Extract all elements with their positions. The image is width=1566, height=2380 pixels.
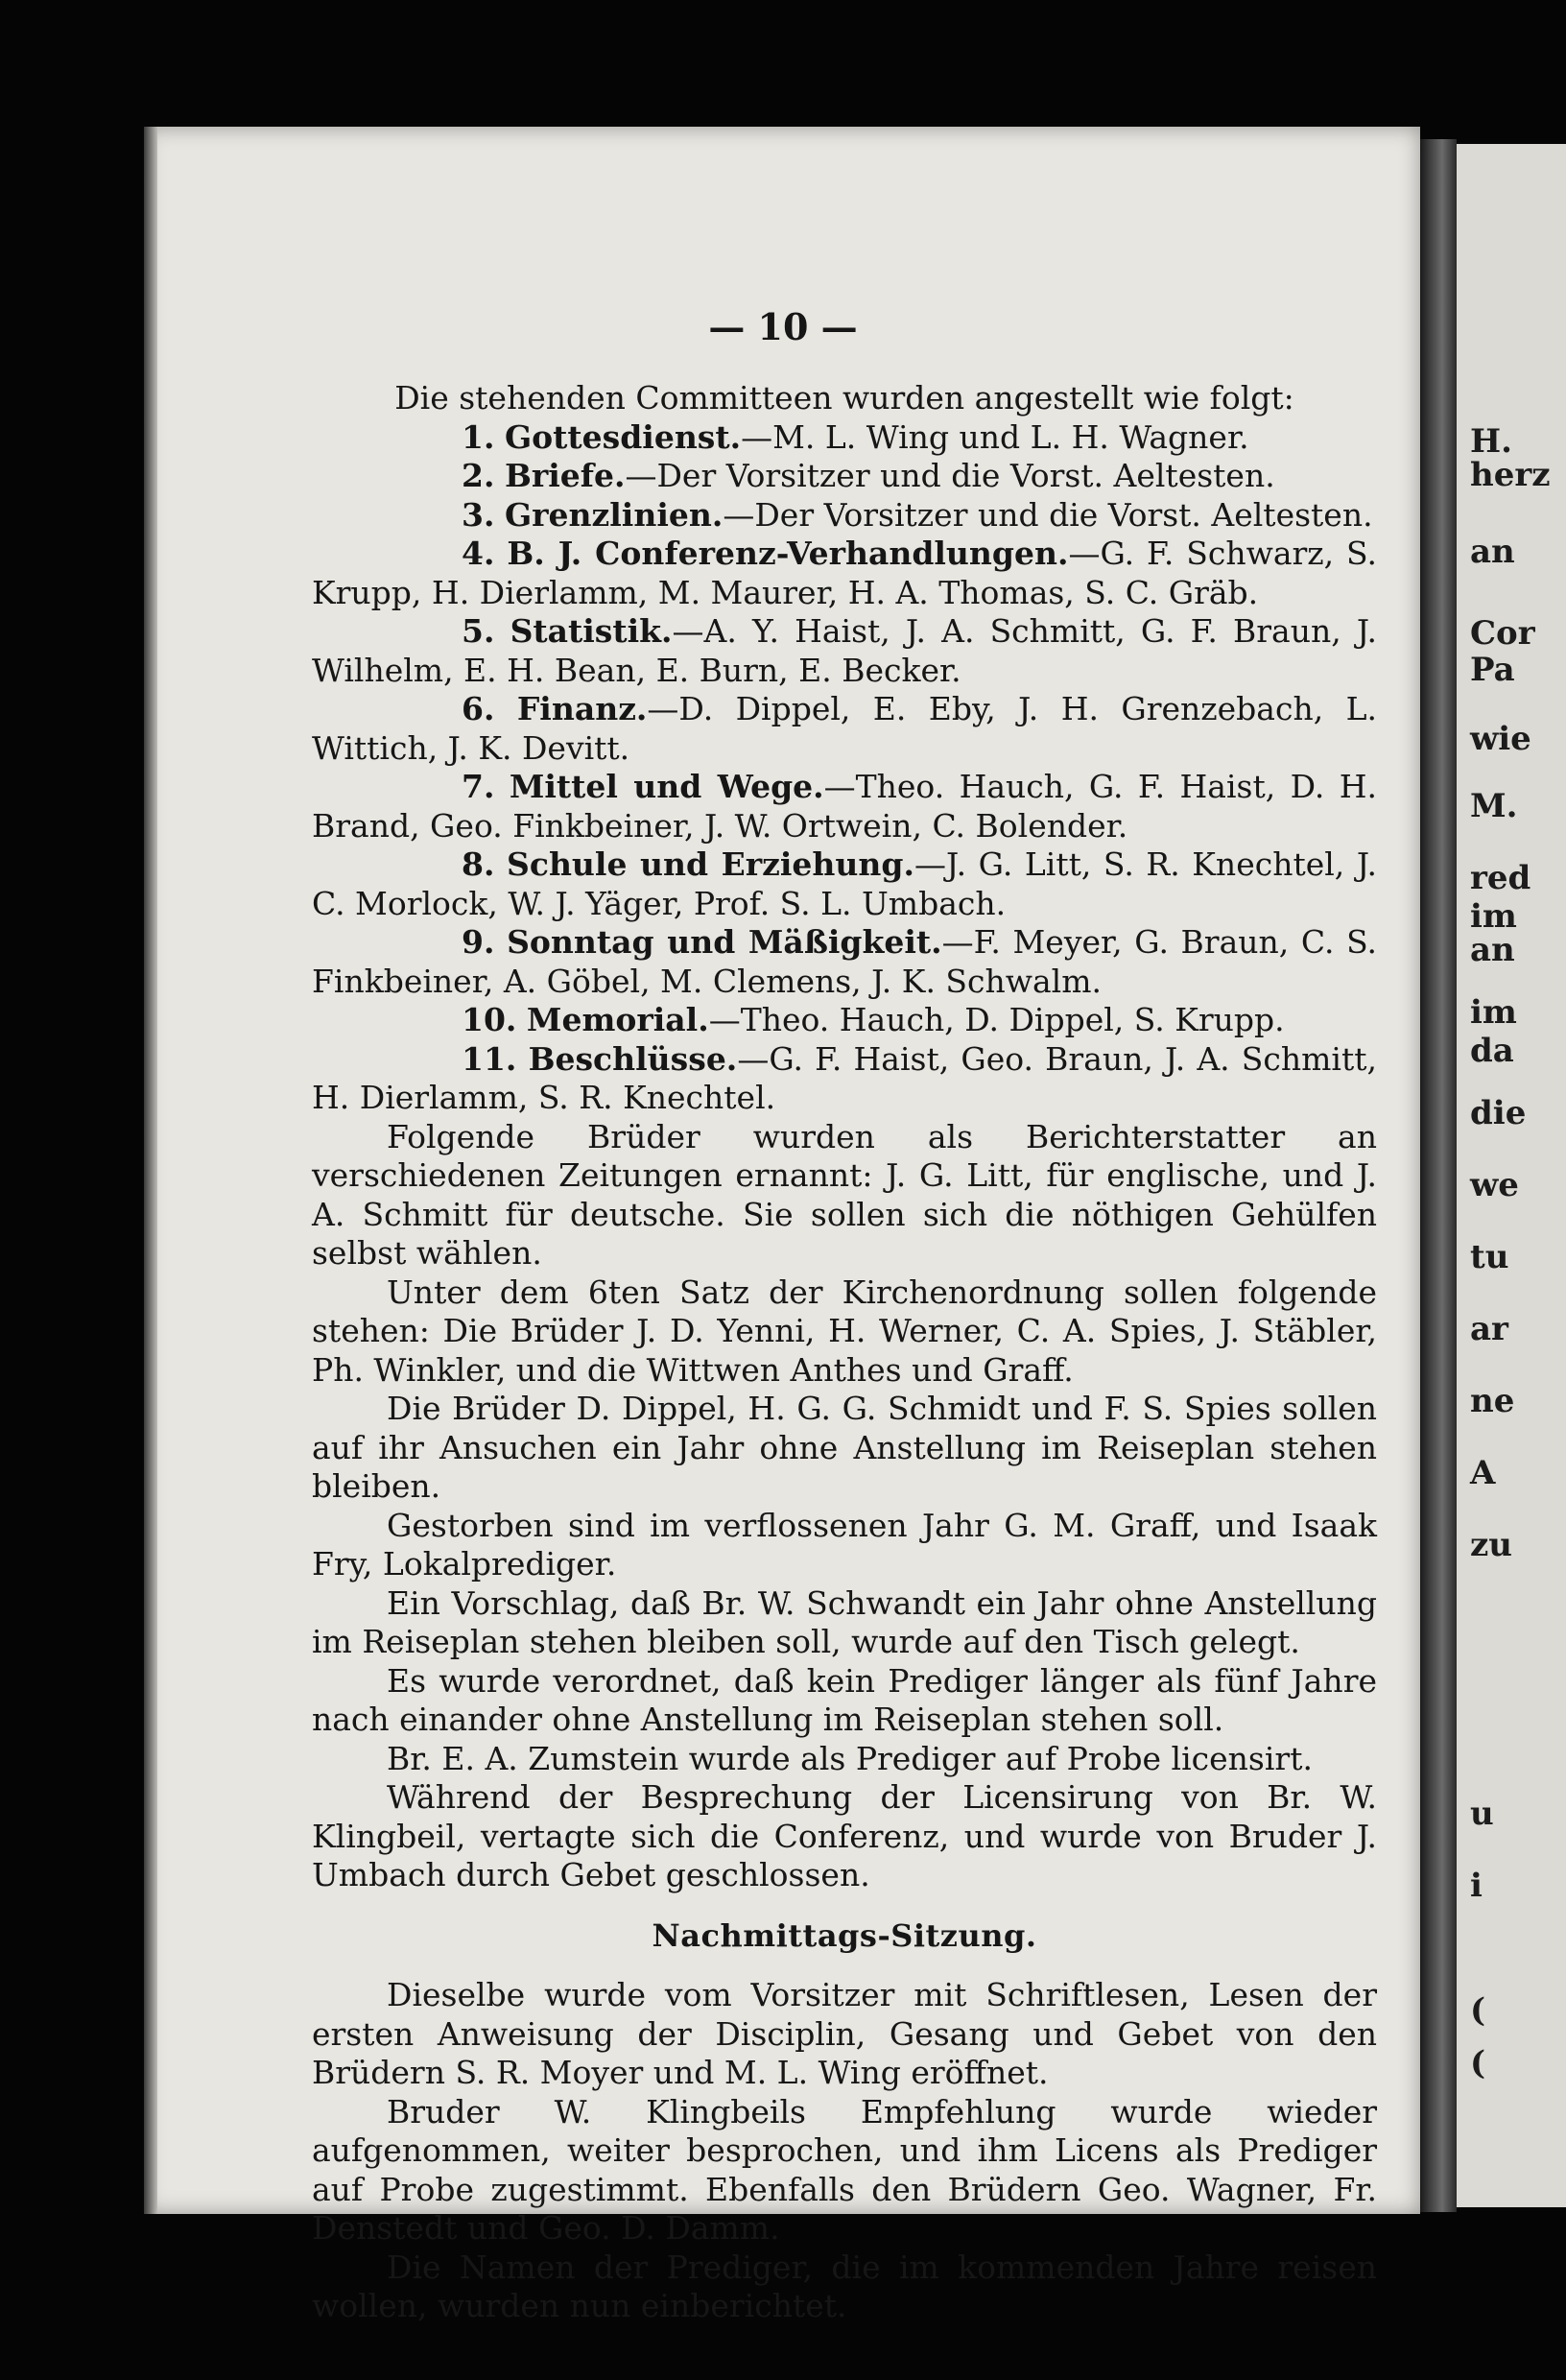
adjacent-page-edge bbox=[1457, 144, 1566, 2207]
committee-item: 7. Mittel und Wege.—Theo. Hauch, G. F. Haist, D. H. Brand, Geo. Finkbeiner, J. W. Ortwein, C. Bolender. bbox=[312, 768, 1377, 845]
edge-fragment: i bbox=[1470, 1867, 1483, 1905]
edge-fragment: H. bbox=[1470, 422, 1512, 461]
edge-fragment: da bbox=[1470, 1032, 1514, 1070]
edge-fragment: an bbox=[1470, 931, 1515, 969]
page-edge-shadow bbox=[144, 127, 157, 2214]
committee-list bbox=[312, 418, 1377, 1118]
page-text bbox=[312, 379, 1377, 2326]
paragraph: Die Namen der Prediger, die im kommenden Jahre reisen wollen, wurden nun einberichtet. bbox=[312, 2248, 1377, 2324]
committee-item: 11. Beschlüsse.—G. F. Haist, Geo. Braun, J. A. Schmitt, H. Dierlamm, S. R. Knechtel. bbox=[312, 1039, 1377, 1116]
afternoon-paragraphs bbox=[312, 1976, 1377, 2326]
page-number: — 10 — bbox=[708, 305, 858, 348]
paragraph: Gestorben sind im verflossenen Jahr G. M. Graff, und Isaak Fry, Lokalprediger. bbox=[312, 1506, 1377, 1583]
edge-fragment: im bbox=[1470, 897, 1517, 936]
edge-fragment: tu bbox=[1470, 1238, 1509, 1276]
edge-fragment: M. bbox=[1470, 787, 1518, 825]
edge-fragment: Cor bbox=[1470, 614, 1535, 653]
committee-item: 1. Gottesdienst.—M. L. Wing und L. H. Wagner. bbox=[462, 417, 1249, 456]
paragraph: Die Brüder D. Dippel, H. G. G. Schmidt und F. S. Spies sollen auf ihr Ansuchen ein Jahr ohne Anstellung im Reiseplan stehen bleiben. bbox=[312, 1390, 1377, 1505]
edge-fragment: herz bbox=[1470, 456, 1551, 494]
paragraph: Bruder W. Klingbeils Empfehlung wurde wieder aufgenommen, weiter besprochen, und ihm Licens als Prediger auf Probe zugestimmt. Ebenfalls den Brüdern Geo. Wagner, Fr. Denstedt und Geo. D. Damm. bbox=[312, 2092, 1377, 2247]
committee-item: 2. Briefe.—Der Vorsitzer und die Vorst. Aeltesten. bbox=[462, 457, 1275, 494]
paragraph: Unter dem 6ten Satz der Kirchenordnung sollen folgende stehen: Die Brüder J. D. Yenni, H. Werner, C. A. Spies, J. Stäbler, Ph. Winkler, und die Wittwen Anthes und Graff. bbox=[312, 1273, 1377, 1389]
committee-item: 4. B. J. Conferenz-Verhandlungen.—G. F. Schwarz, S. Krupp, H. Dierlamm, M. Maurer, H. A. Thomas, S. C. Gräb. bbox=[312, 535, 1377, 611]
paragraph: Dieselbe wurde vom Vorsitzer mit Schriftlesen, Lesen der ersten Anweisung der Disciplin, Gesang und Gebet von den Brüdern S. R. Moyer und M. L. Wing eröffnet. bbox=[312, 1976, 1377, 2091]
edge-fragment: u bbox=[1470, 1795, 1494, 1833]
edge-fragment: wie bbox=[1470, 720, 1531, 758]
committee-item: 3. Grenzlinien.—Der Vorsitzer und die Vorst. Aeltesten. bbox=[462, 495, 1373, 534]
paragraph: Es wurde verordnet, daß kein Prediger länger als fünf Jahre nach einander ohne Anstellung im Reiseplan stehen soll. bbox=[312, 1661, 1377, 1738]
committee-item: 10. Memorial.—Theo. Hauch, D. Dippel, S. Krupp. bbox=[462, 1001, 1285, 1038]
section-heading: Nachmittags-Sitzung. bbox=[652, 1916, 1037, 1954]
edge-fragment: ( bbox=[1470, 2044, 1486, 2082]
committee-item: 5. Statistik.—A. Y. Haist, J. A. Schmitt, G. F. Braun, J. Wilhelm, E. H. Bean, E. Burn, E. Becker. bbox=[312, 612, 1377, 689]
edge-fragment: Pa bbox=[1470, 651, 1515, 689]
edge-fragment: ar bbox=[1470, 1310, 1508, 1348]
edge-fragment: ne bbox=[1470, 1382, 1515, 1420]
edge-fragment: an bbox=[1470, 533, 1515, 571]
edge-fragment: zu bbox=[1470, 1526, 1513, 1564]
paragraph: Br. E. A. Zumstein wurde als Prediger auf Probe licensirt. bbox=[387, 1739, 1313, 1777]
book-gutter bbox=[1420, 139, 1457, 2212]
paragraph: Folgende Brüder wurden als Berichterstatter an verschiedenen Zeitungen ernannt: J. G. Litt, für englische, und J. A. Schmitt für deutsche. Sie sollen sich die nöthigen Gehülfen selbst wählen. bbox=[312, 1117, 1377, 1272]
edge-fragment: die bbox=[1470, 1094, 1527, 1132]
edge-fragment: A bbox=[1470, 1454, 1496, 1492]
committee-item: 8. Schule und Erziehung.—J. G. Litt, S. R. Knechtel, J. C. Morlock, W. J. Yäger, Prof. S. L. Umbach. bbox=[312, 845, 1377, 922]
paragraph: Während der Besprechung der Licensirung von Br. W. Klingbeil, vertagte sich die Conferenz, und wurde von Bruder J. Umbach durch Gebet geschlossen. bbox=[312, 1778, 1377, 1893]
edge-fragment: ( bbox=[1470, 1991, 1486, 2030]
edge-fragment: we bbox=[1470, 1166, 1519, 1204]
committee-item: 6. Finanz.—D. Dippel, E. Eby, J. H. Grenzebach, L. Wittich, J. K. Devitt. bbox=[312, 690, 1378, 767]
committees-intro: Die stehenden Committeen wurden angestellt wie folgt: bbox=[394, 379, 1294, 416]
paragraph: Ein Vorschlag, daß Br. W. Schwandt ein Jahr ohne Anstellung im Reiseplan stehen bleiben soll, wurde auf den Tisch gelegt. bbox=[312, 1583, 1377, 1660]
edge-fragment: red bbox=[1470, 859, 1531, 897]
committee-item: 9. Sonntag und Mäßigkeit.—F. Meyer, G. Braun, C. S. Finkbeiner, A. Göbel, M. Clemens, J. K. Schwalm. bbox=[312, 923, 1377, 1000]
minutes-paragraphs bbox=[312, 1118, 1377, 1895]
edge-fragment: im bbox=[1470, 993, 1517, 1032]
